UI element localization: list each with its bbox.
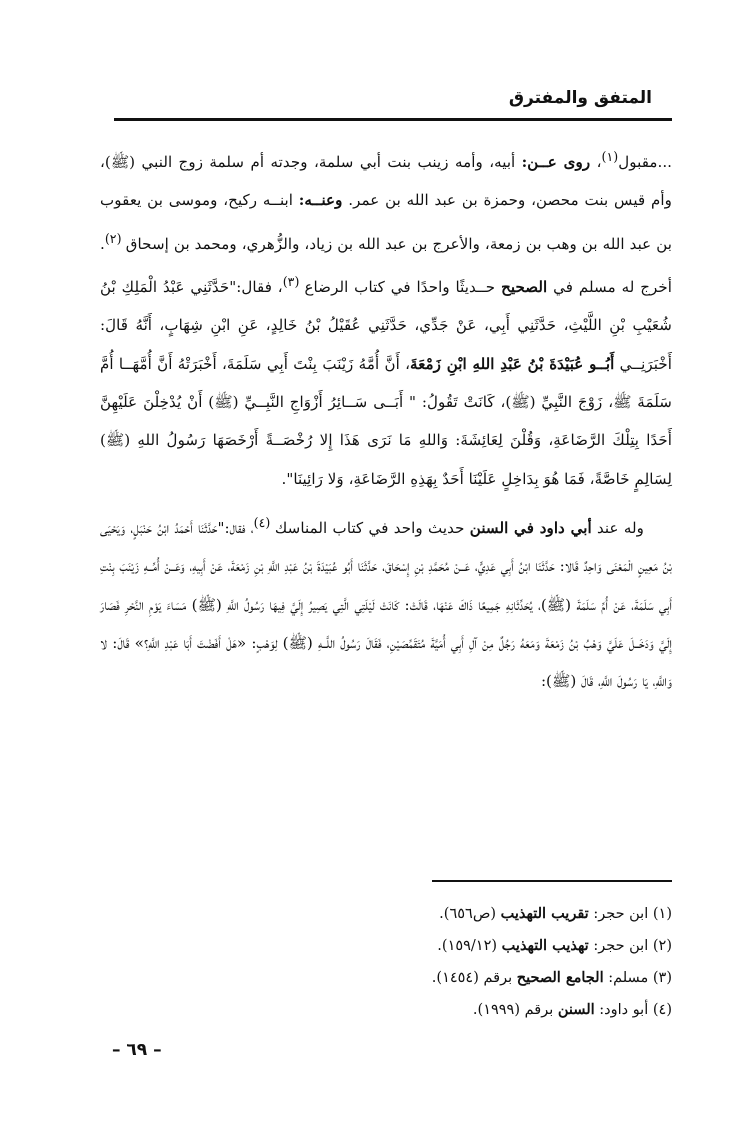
text-run: حديث واحد في كتاب المناسك	[274, 518, 470, 537]
footnote-book-title: تهذيب التهذيب	[501, 937, 589, 954]
text-run: ، فقال:"حَدَّثَنِي عَبْدُ الْمَلِكِ بْنُ شُعَيْبِ بْنِ اللَّيْثِ، حَدَّثَنِي أَبِي، عَنْ جَدِّي، حَدَّثَنِي عُقَيْلُ بْنُ خَالِدٍ، عَنِ ابْنِ شِهَابٍ، أَنَّهُ قَالَ: أَخْبَرَنِــي	[100, 278, 672, 373]
page-number: – ٦٩ –	[112, 1040, 162, 1060]
header-rule	[114, 118, 672, 121]
text-run: ، فقال:"حَدَّثَنَا أَحْمَدُ ابْنُ حَنْبَلٍ، وَيَحْيَى بْنُ مَعِينٍ الْمَعْنَى وَاحِدٌ قَالا: حَدَّثَنَا ابْنُ أَبِي عَدِيٍّ، عَــنْ مُحَمَّدِ بْنِ إِسْحَاقَ، حَدَّثَنَا أَبُو عُبَيْدَةَ بْنُ عَبْدِ اللَّهِ بْنِ زَمْعَةَ، عَنْ أَبِيهِ، وَعَــنْ أُمِّــهِ زَيْنَبَ بِنْتِ أَبِي سَلَمَةَ، عَنْ أُمِّ سَلَمَةَ (ﷺ)، يُحَدِّثَانِهِ جَمِيعًا ذَاكَ عَنْهَا، قَالَتْ: كَانَتْ لَيْلَتِي الَّتِي يَصِيرُ إِلَيَّ فِيهَا رَسُولُ اللَّهِ (ﷺ) مَسَاءَ يَوْمِ النَّحْرِ فَصَارَ إِلَيَّ وَدَخَــلَ عَلَيَّ وَهْبُ بْنُ زَمْعَةَ وَمَعَهُ رَجُلٌ مِنْ آلِ أَبِي أُمَيَّةَ مُتَقَمِّصَيْنِ، فَقَالَ رَسُولُ اللَّــهِ (ﷺ) لِوَهْبٍ: «هَلْ أَفَضْتَ أَبَا عَبْدِ اللَّهِ؟» قَالَ: لا وَاللَّهِ، يَا رَسُولَ اللَّهِ، قَالَ (ﷺ):	[100, 518, 672, 691]
footnotes	[152, 898, 672, 1026]
footnote-4	[152, 994, 672, 1026]
narrator-name: أَبُــو عُبَيْدَةَ بْنُ عَبْدِ اللهِ ابْنِ زَمْعَةَ	[410, 354, 615, 373]
footnote-number: (١)	[652, 906, 672, 922]
footnote-ref: (ص٦٥٦).	[439, 906, 501, 922]
text-run: ،	[590, 153, 602, 172]
book-title-sunan: أبي داود في السنن	[469, 518, 592, 537]
main-text	[100, 138, 672, 700]
book-title-sahih: الصحيح	[501, 278, 548, 297]
footnote-book-title: الجامع الصحيح	[516, 969, 604, 986]
footnote-book-title: السنن	[557, 1001, 595, 1018]
footnote-author: ابن حجر:	[588, 938, 649, 954]
footnote-separator	[432, 880, 672, 882]
footnote-ref: برقم (١٤٥٤).	[431, 970, 517, 986]
paragraph-1	[100, 138, 672, 498]
footnote-1	[152, 898, 672, 930]
footnote-author: مسلم:	[603, 970, 649, 986]
footnote-book-title: تقريب التهذيب	[500, 905, 589, 922]
footnote-number: (٤)	[652, 1002, 672, 1018]
footnote-author: أبو داود:	[594, 1002, 649, 1018]
text-run: وله عند	[591, 518, 644, 537]
footnote-number: (٣)	[652, 970, 672, 986]
label-rawa-an: روى عــن:	[521, 153, 591, 172]
footnote-2	[152, 930, 672, 962]
footnote-ref-2: (٢)	[104, 230, 126, 246]
footnote-author: ابن حجر:	[588, 906, 649, 922]
text-run: ، أَنَّ أُمَّهُ زَيْنَبَ بِنْتَ أَبِي سَلَمَةَ، أَخْبَرَتْهُ أَنَّ أُمَّهَــا أُمَّ سَلَمَةَ ﷺ، زَوْجَ النَّبِيِّ (ﷺ)، كَانَتْ تَقُولُ: " أَبَــى سَــائِرُ أَزْوَاجِ النَّبِــيِّ (ﷺ) أَنْ يُدْخِلْنَ عَلَيْهِنَّ أَحَدًا بِتِلْكَ الرَّضَاعَةِ، وَقُلْنَ لِعَائِشَةَ: وَاللهِ مَا نَرَى هَذَا إِلا رُخْصَــةً أَرْخَصَهَا رَسُولُ اللهِ (ﷺ) لِسَالِمٍ خَاصَّةً، فَمَا هُوَ بِدَاخِلٍ عَلَيْنَا أَحَدٌ بِهَذِهِ الرَّضَاعَةِ، وَلا رَائِينَا".	[100, 354, 672, 488]
text-run: ...مقبول	[618, 153, 672, 172]
paragraph-2	[100, 504, 672, 701]
footnote-ref-3: (٣)	[282, 274, 305, 290]
footnote-number: (٢)	[652, 938, 672, 954]
text-run: ابنــه ركيح، وموسى بن يعقوب بن عبد الله بن وهب بن زمعة، والأعرج بن عبد الله بن زياد، والزُّهري، ومحمد بن إسحاق	[100, 191, 673, 253]
footnote-ref: (١٥٩/١٢).	[437, 938, 502, 954]
footnote-ref-1: (١)	[601, 149, 619, 164]
footnote-ref: برقم (١٩٩٩).	[472, 1002, 558, 1018]
text-run: حــديثًا واحدًا في كتاب الرضاع	[304, 278, 502, 297]
text-run: . أخرج له مسلم في	[100, 234, 672, 297]
running-head-title: المتفق والمفترق	[508, 88, 652, 108]
text-run: أبيه، وأمه زينب بنت أبي سلمة، وجدته أم سلمة زوج النبي (ﷺ)، وأم قيس بنت محصن، وحمزة بن عبد الله بن عمر.	[100, 153, 672, 210]
footnote-3	[152, 962, 672, 994]
label-wa-anhu: وعنــه:	[298, 191, 343, 210]
footnote-ref-4: (٤)	[253, 514, 275, 530]
